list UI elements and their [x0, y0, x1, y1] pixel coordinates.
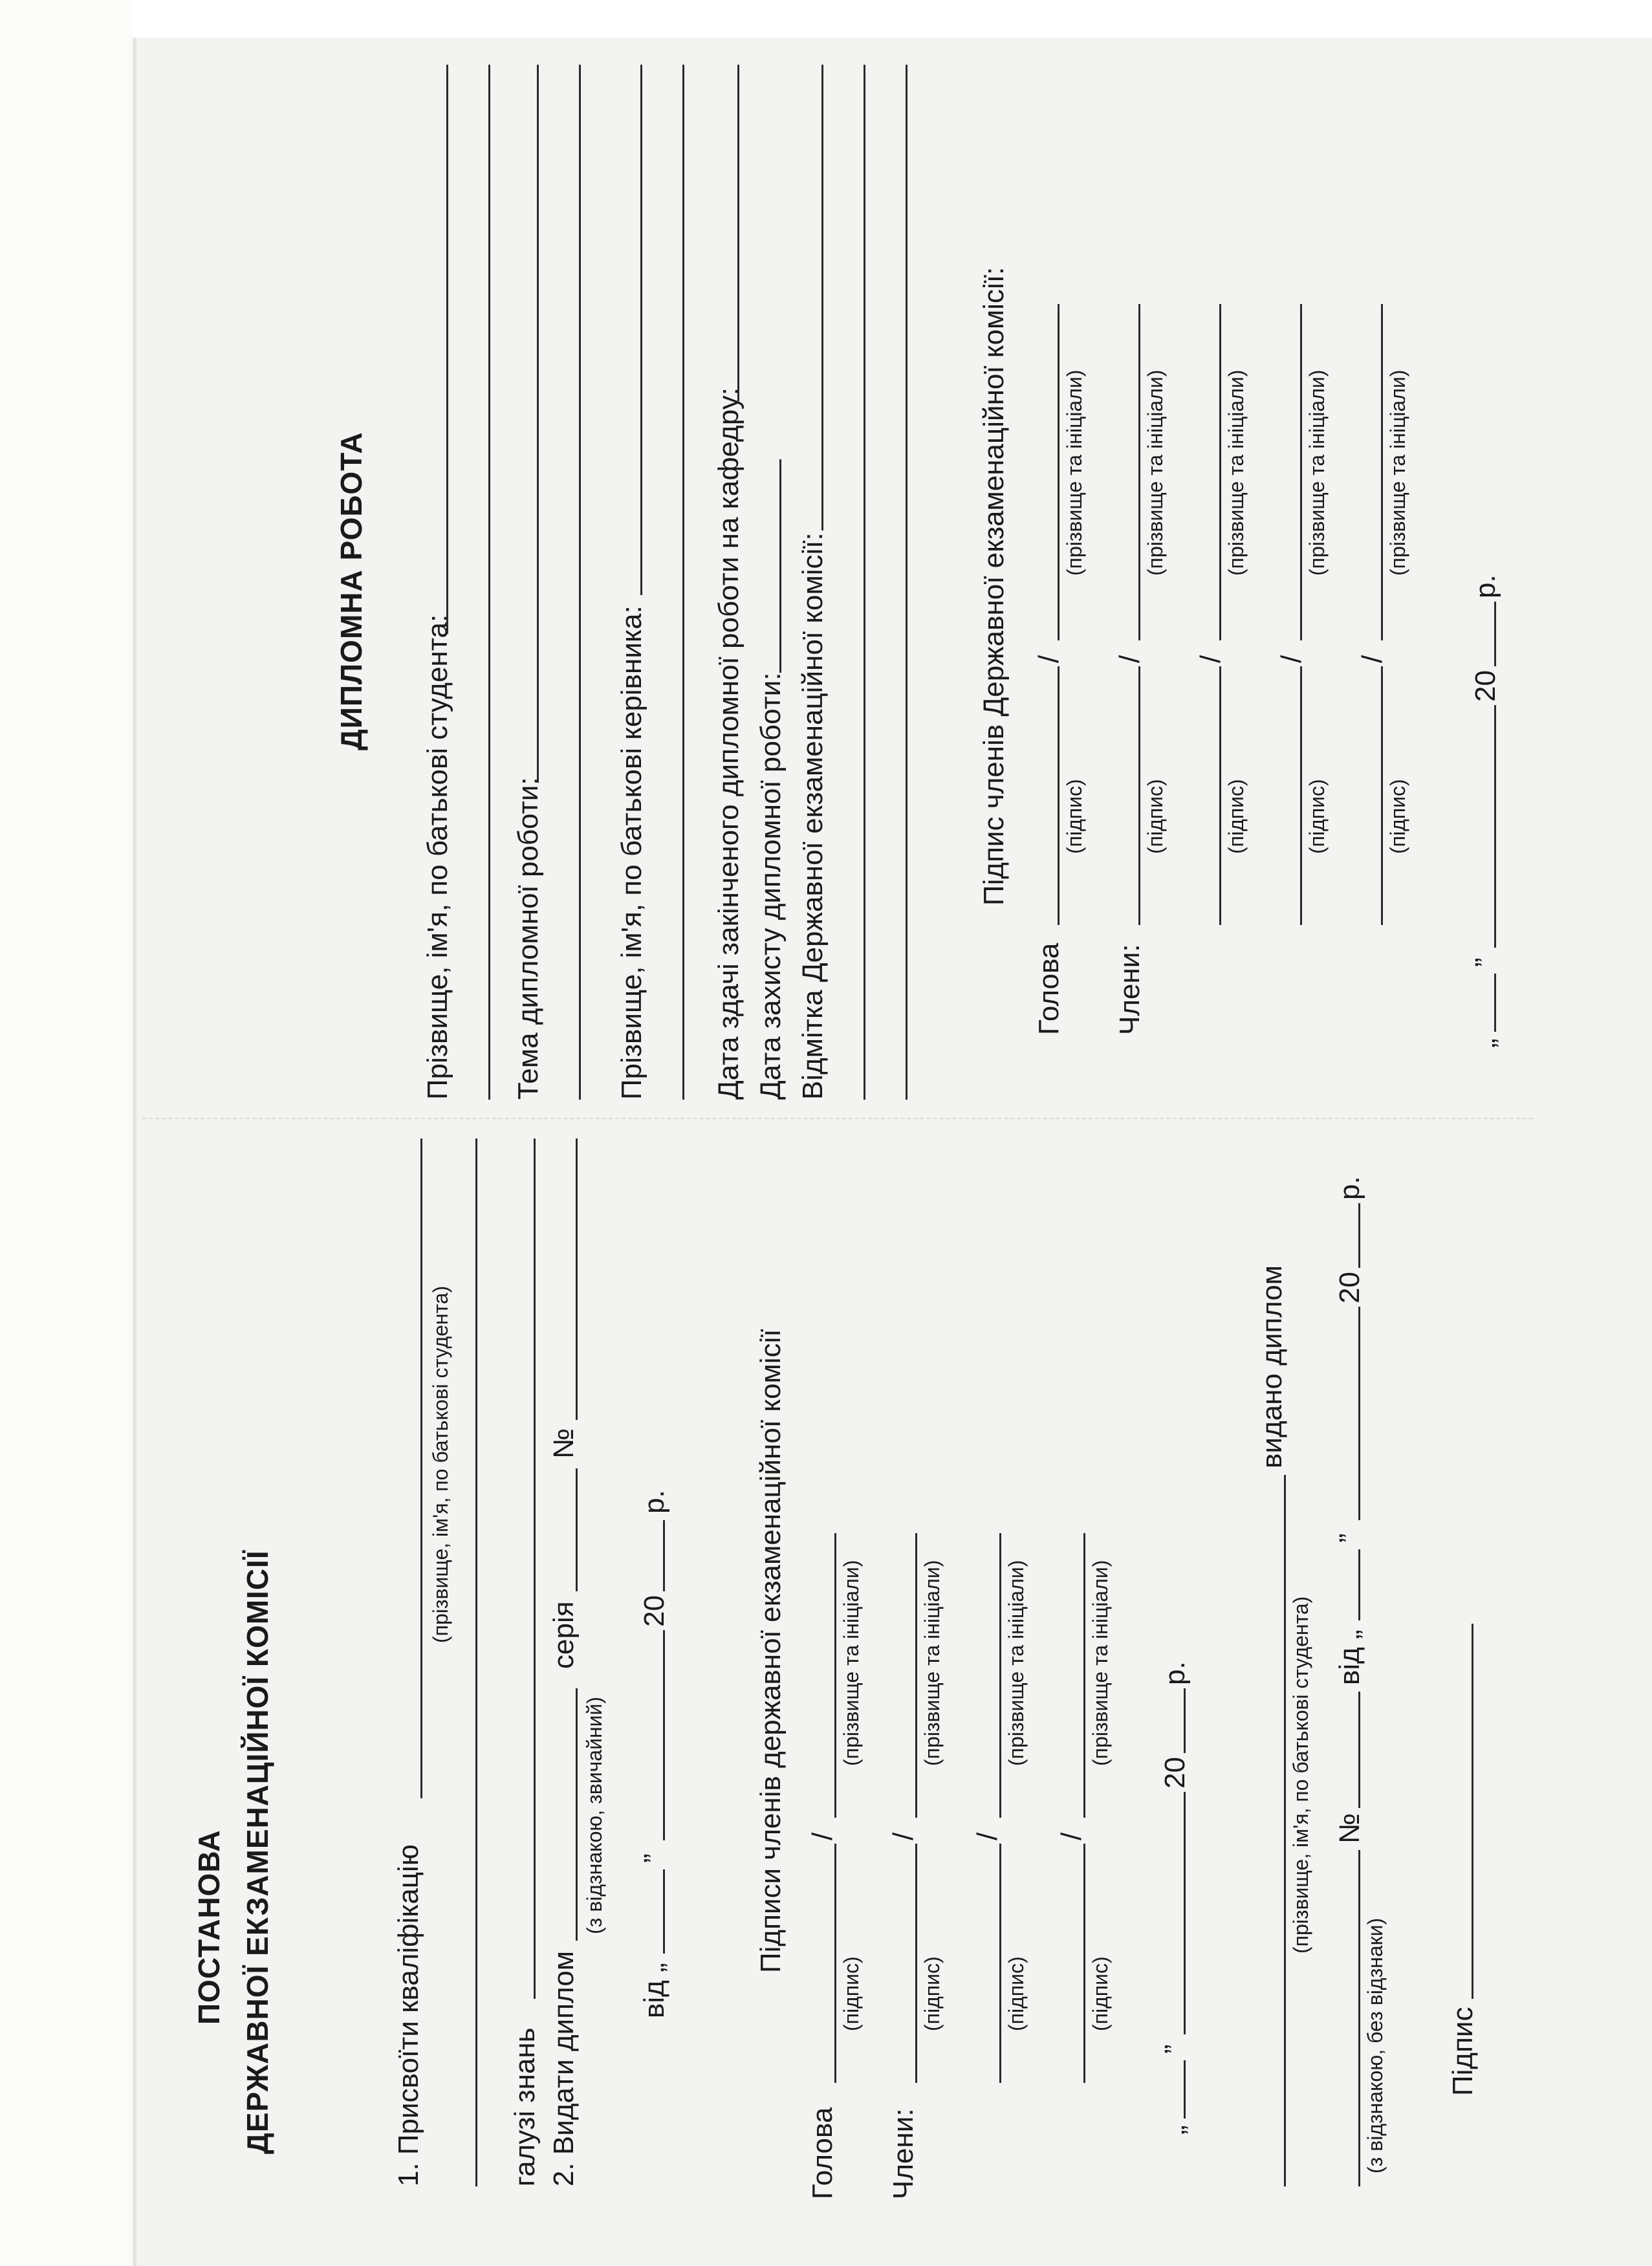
supervisor-line[interactable]	[640, 65, 642, 595]
right-date-year-suffix: р.	[1470, 574, 1501, 598]
left-chair-sign-hint: (підпис)	[840, 1956, 863, 2031]
left-signatures-heading: Підписи членів державної екзаменаційної комісії	[755, 1329, 787, 1973]
diploma-type-line[interactable]	[576, 1688, 578, 1941]
right-date-day-line[interactable]	[1494, 974, 1496, 1032]
supervisor-line-2[interactable]	[682, 65, 684, 1100]
right-chair-name-line[interactable]	[1058, 304, 1060, 640]
from-quote: ”	[638, 1853, 670, 1863]
thesis-topic-line-2[interactable]	[579, 65, 581, 1100]
branch-label: галузі знань	[509, 2027, 541, 2186]
diploma-label: 2. Видати диплом	[548, 1951, 580, 2186]
right-member2-name-line[interactable]	[1219, 304, 1221, 640]
issued-day-line[interactable]	[1358, 1549, 1360, 1620]
right-chair-label: Голова	[1033, 942, 1065, 1035]
issued-from-label: від „	[1334, 1629, 1365, 1685]
right-date-month-line[interactable]	[1494, 705, 1496, 948]
right-signatures-heading: Підпис членів Державної екзаменаційної комісії:	[978, 267, 1010, 906]
left-date-year-suffix: р.	[1159, 1661, 1191, 1685]
left-title-line2: ДЕРЖАВНОЇ ЕКЗАМЕНАЦІЙНОЇ КОМІСІЇ	[241, 1550, 274, 2154]
issued-year-suffix: р.	[1334, 1176, 1365, 1200]
commission-mark-line-2[interactable]	[864, 65, 865, 1100]
qualification-hint: (прізвище, ім'я, по батькові студента)	[429, 1285, 452, 1643]
qualification-line-2[interactable]	[475, 1138, 477, 2186]
student-name-line-2[interactable]	[488, 65, 490, 1100]
left-member3-slash: /	[1056, 1832, 1087, 1840]
right-member4-sign-hint: (підпис)	[1386, 779, 1409, 854]
right-chair-slash: /	[1033, 655, 1065, 663]
issued-month-line[interactable]	[1358, 1307, 1360, 1520]
right-member4-name-line[interactable]	[1381, 304, 1383, 640]
student-name-line[interactable]	[446, 65, 448, 634]
commission-mark-label: Відмітка Державної екзаменаційної комісії:	[797, 532, 829, 1100]
sign-line[interactable]	[1472, 1624, 1473, 1999]
left-chair-name-line[interactable]	[834, 1533, 836, 1818]
from-day-line[interactable]	[663, 1869, 665, 1954]
commission-mark-line[interactable]	[821, 65, 823, 530]
issued-year-line[interactable]	[1358, 1203, 1360, 1268]
issued-type-line[interactable]	[1358, 1850, 1360, 2186]
left-member2-name-line[interactable]	[999, 1533, 1001, 1818]
number-line[interactable]	[576, 1138, 578, 1420]
right-member3-slash: /	[1276, 655, 1307, 663]
document-sheet	[142, 26, 1533, 2212]
commission-mark-line-3[interactable]	[906, 65, 908, 1100]
right-date-year-line[interactable]	[1494, 602, 1496, 666]
right-member1-name-hint: (прізвище та ініціали)	[1144, 369, 1167, 576]
left-date-open: „	[1159, 2125, 1191, 2135]
right-chair-sign-hint: (підпис)	[1063, 779, 1086, 854]
submission-date-label: Дата здачі закінченого дипломної роботи на кафедру:	[713, 387, 744, 1100]
left-member3-name-line[interactable]	[1083, 1533, 1085, 1818]
left-member3-name-hint: (прізвище та ініціали)	[1089, 1560, 1112, 1766]
left-date-close: ”	[1159, 2044, 1191, 2054]
left-date-day-line[interactable]	[1184, 2060, 1186, 2119]
branch-line[interactable]	[534, 1138, 536, 1999]
left-date-month-line[interactable]	[1184, 1792, 1186, 2034]
scan-shadow	[133, 38, 136, 2266]
left-chair-label: Голова	[807, 2107, 838, 2199]
right-member1-sign-line[interactable]	[1138, 666, 1140, 925]
issued-label: видано диплом	[1256, 1265, 1288, 1468]
left-member2-sign-hint: (підпис)	[1005, 1956, 1028, 2031]
left-member1-sign-line[interactable]	[915, 1844, 917, 2083]
right-member3-sign-hint: (підпис)	[1305, 779, 1329, 854]
series-line[interactable]	[576, 1468, 578, 1591]
defense-date-label: Дата захисту дипломної роботи:	[755, 672, 787, 1100]
right-member3-name-line[interactable]	[1300, 304, 1302, 640]
sign-label: Підпис	[1447, 2007, 1479, 2096]
left-member1-name-hint: (прізвище та ініціали)	[920, 1560, 944, 1766]
thesis-topic-label: Тема дипломної роботи:	[512, 777, 544, 1100]
right-member1-sign-hint: (підпис)	[1144, 779, 1167, 854]
left-member1-sign-hint: (підпис)	[920, 1956, 944, 2031]
right-member2-name-hint: (прізвище та ініціали)	[1224, 369, 1248, 576]
issued-number-line[interactable]	[1358, 1692, 1360, 1808]
page-fold	[142, 1118, 1533, 1119]
left-chair-slash: /	[807, 1832, 838, 1840]
left-member2-name-hint: (прізвище та ініціали)	[1005, 1560, 1028, 1766]
left-member2-sign-line[interactable]	[999, 1844, 1001, 2083]
left-date-year-prefix: 20	[1159, 1757, 1191, 1789]
left-chair-name-hint: (прізвище та ініціали)	[840, 1560, 863, 1766]
left-date-year-line[interactable]	[1184, 1688, 1186, 1753]
right-date-open: „	[1470, 1038, 1501, 1048]
qualification-line[interactable]	[420, 1138, 422, 1798]
issued-student-hint: (прізвище, ім'я, по батькові студента)	[1289, 1596, 1312, 1954]
scan-edge-left	[0, 0, 133, 2266]
defense-date-line[interactable]	[779, 459, 781, 673]
right-chair-sign-line[interactable]	[1058, 666, 1060, 925]
from-year-line[interactable]	[663, 1520, 665, 1591]
right-member2-sign-hint: (підпис)	[1224, 779, 1248, 854]
left-member3-sign-hint: (підпис)	[1089, 1956, 1112, 2031]
student-name-label: Прізвище, ім'я, по батькові студента:	[422, 614, 453, 1100]
from-year-prefix: 20	[638, 1595, 670, 1627]
right-members-label: Члени:	[1114, 944, 1146, 1035]
right-chair-name-hint: (прізвище та ініціали)	[1063, 369, 1086, 576]
right-member3-sign-line[interactable]	[1300, 666, 1302, 925]
right-member1-name-line[interactable]	[1138, 304, 1140, 640]
left-members-label: Члени:	[887, 2108, 919, 2199]
series-label: серія	[548, 1601, 580, 1669]
right-member4-sign-line[interactable]	[1381, 666, 1383, 925]
issued-student-line[interactable]	[1284, 1475, 1286, 2186]
right-title: ДИПЛОМНА РОБОТА	[334, 431, 368, 750]
right-member4-slash: /	[1356, 655, 1388, 663]
left-member1-slash: /	[887, 1832, 919, 1840]
left-member1-name-line[interactable]	[915, 1533, 917, 1818]
submission-date-line[interactable]	[737, 65, 739, 401]
issued-year-prefix: 20	[1334, 1272, 1365, 1303]
thesis-topic-line[interactable]	[537, 65, 539, 783]
from-label: від „	[638, 1963, 670, 2018]
issued-quote: ”	[1334, 1533, 1365, 1543]
left-title-line1: ПОСТАНОВА	[192, 1829, 226, 2025]
from-month-line[interactable]	[663, 1630, 665, 1840]
right-member3-name-hint: (прізвище та ініціали)	[1305, 369, 1329, 576]
right-member2-sign-line[interactable]	[1219, 666, 1221, 925]
issued-number-label: №	[1334, 1813, 1365, 1844]
right-member2-slash: /	[1195, 655, 1226, 663]
left-member2-slash: /	[972, 1832, 1003, 1840]
qualification-label: 1. Присвоїти кваліфікацію	[393, 1844, 424, 2186]
from-year-suffix: р.	[638, 1490, 670, 1514]
left-chair-sign-line[interactable]	[834, 1844, 836, 2083]
number-label: №	[548, 1428, 580, 1459]
right-date-year-prefix: 20	[1470, 670, 1501, 702]
distinction-hint: (з відзнакою, без відзнаки)	[1364, 1917, 1387, 2173]
supervisor-label: Прізвище, ім'я, по батькові керівника:	[616, 605, 647, 1100]
right-member4-name-hint: (прізвище та ініціали)	[1386, 369, 1409, 576]
left-member3-sign-line[interactable]	[1083, 1844, 1085, 2083]
diploma-type-hint: (з відзнакою, звичайний)	[583, 1696, 606, 1934]
right-member1-slash: /	[1114, 655, 1146, 663]
right-date-close: ”	[1470, 957, 1501, 967]
